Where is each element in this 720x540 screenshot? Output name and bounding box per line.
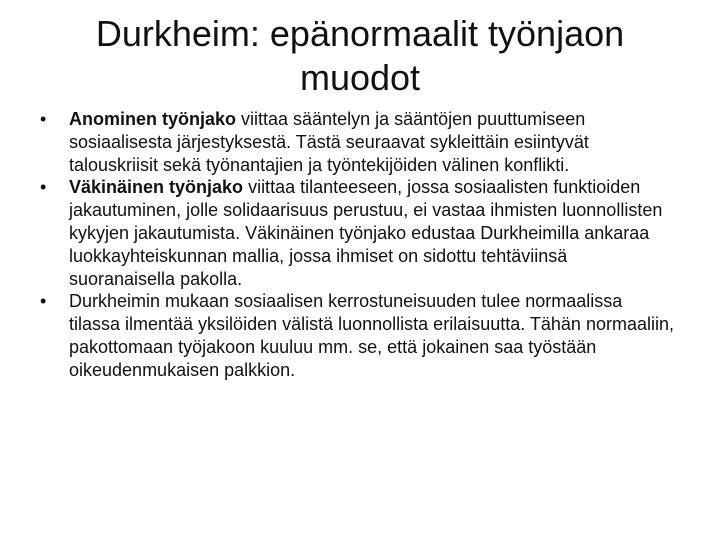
bullet-item-vakinainen (36, 176, 676, 290)
bullet-marker: • (40, 109, 47, 129)
bullet-item-kerrostuneisuus (36, 290, 676, 381)
bullet-term: Anominen työnjako (69, 109, 237, 129)
bullet-text: viittaa tilanteeseen, jossa sosiaalisten funktioiden jakautuminen, jolle solidaarisuus perustuu, ei vastaa ihmisten luonnollisten kykyjen jakautumista. Väkinäinen työnjako edustaa Durkheimilla ankaraa luokkayhteiskunnan mallia, jossa ihmiset on sidottu tehtäviinsä suoranaisella pakolla. (69, 177, 663, 289)
bullet-marker: • (40, 291, 47, 312)
bullet-text: viittaa sääntelyn ja sääntöjen puuttumiseen sosiaalisesta järjestyksestä. Tästä seuraavat sykleittäin esiintyvät talouskriisit sekä työnantajien ja työntekijöiden välinen konflikti. (69, 109, 589, 175)
bullet-list (36, 108, 676, 382)
bullet-term: Väkinäinen työnjako (69, 177, 244, 198)
slide-title: Durkheim: epänormaalit työnjaon muodot (95, 13, 625, 98)
bullet-item-anominen (36, 108, 676, 176)
bullet-text: Durkheimin mukaan sosiaalisen kerrostuneisuuden tulee normaalissa tilassa ilmentää yksilöiden välistä luonnollista erilaisuutta. Tähän normaaliin, pakottomaan työjakoon kuuluu mm. se, että jokainen saa työstään oikeudenmukaisen palkkion. (69, 291, 674, 380)
bullet-marker: • (40, 177, 47, 198)
